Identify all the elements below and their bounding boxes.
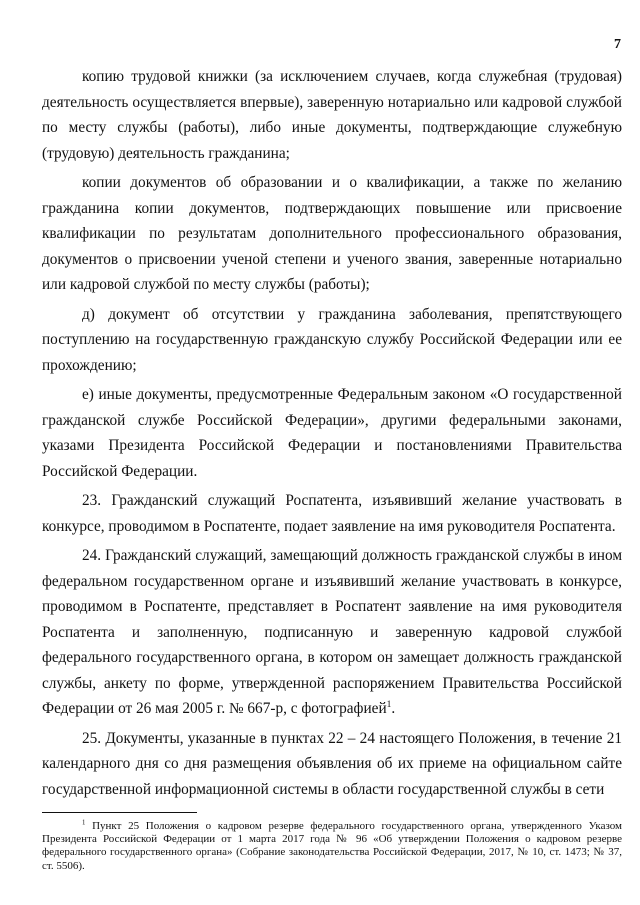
- paragraph-item-d: д) документ об отсутствии у гражданина заболевания, препятствующего поступлению на государственную гражданскую службу Российской Федерации или ее прохождению;: [42, 305, 622, 374]
- footnote-reference[interactable]: 1: [386, 699, 392, 710]
- paragraph-24: [42, 543, 622, 722]
- page-number: 7: [614, 37, 621, 52]
- paragraph-education-copies: копии документов об образовании и о квалификации, а также по желанию гражданина копии документов, подтверждающих повышение или присвоение квалификации по результатам дополнительного профессионального образования, документов о присвоении ученой степени и ученого звания, заверенные нотариально или кадровой службой по месту службы (работы);: [42, 174, 622, 293]
- paragraph-item-e: е) иные документы, предусмотренные Федеральным законом «О государственной гражданской службе Российской Федерации», другими федеральными законами, указами Президента Российской Федерации и постановлениями Правительства Российской Федерации.: [42, 386, 622, 480]
- footnote-text: Пункт 25 Положения о кадровом резерве федерального государственного органа, утвержденного Указом Президента Российской Федерации от 1 марта 2017 года № 96 «Об утверждении Положения о кадровом резерве федерального государственного органа» (Собрание законодательства Российской Федерации, 2017, № 10, ст. 1473; № 37, ст. 5506).: [42, 820, 622, 872]
- footnote: [42, 820, 622, 873]
- paragraph-24-text: 24. Гражданский служащий, замещающий должность гражданской службы в ином федеральном государственном органе и изъявивший желание участвовать в конкурсе, проводимом в Роспатенте, представляет в Роспатент заявление на имя руководителя Роспатента и заполненную, подписанную и заверенную кадровой службой федерального государственного органа, в котором он замещает должность гражданской службы, анкету по форме, утвержденной распоряжением Правительства Российской Федерации от 26 мая 2005 г. № 667-р, с фотографией: [42, 547, 622, 717]
- paragraph-24-end: .: [391, 700, 396, 717]
- paragraph-work-record-copy: копию трудовой книжки (за исключением случаев, когда служебная (трудовая) деятельность осуществляется впервые), заверенную нотариально или кадровой службой по месту службы (работы), либо иные документы, подтверждающие служебную (трудовую) деятельность гражданина;: [42, 68, 622, 162]
- footnote-separator: [42, 812, 197, 813]
- paragraph-25: 25. Документы, указанные в пунктах 22 – 24 настоящего Положения, в течение 21 календарного дня со дня размещения объявления об их приеме на официальном сайте государственной информационной системы в области государственной службы в сети: [42, 729, 622, 798]
- document-body: [42, 64, 622, 806]
- paragraph-23: 23. Гражданский служащий Роспатента, изъявивший желание участвовать в конкурсе, проводимом в Роспатенте, подает заявление на имя руководителя Роспатента.: [42, 492, 622, 535]
- footnote-mark: 1: [82, 819, 86, 827]
